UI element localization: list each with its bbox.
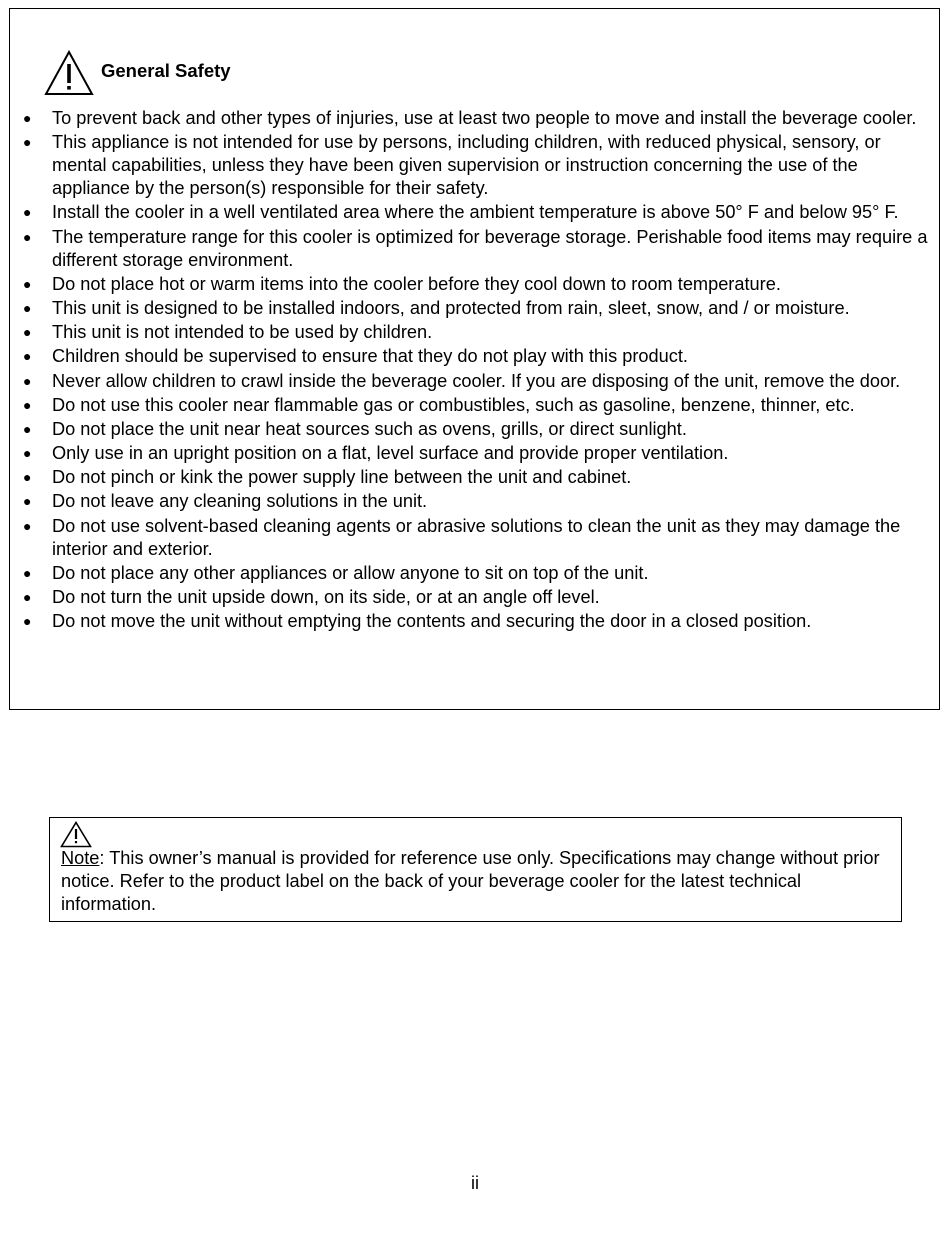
bullet-icon: ● [23, 469, 32, 486]
bullet-icon: ● [23, 275, 32, 292]
safety-item: ● Do not leave any cleaning solutions in the unit. [23, 491, 428, 512]
bullet-icon: ● [23, 348, 32, 365]
bullet-icon: ● [23, 493, 32, 510]
bullet-icon: ● [23, 396, 32, 413]
bullet-icon: ● [23, 517, 32, 534]
note-text [61, 847, 891, 916]
bullet-icon: ● [23, 204, 32, 221]
bullet-icon: ● [23, 445, 32, 462]
general-safety-box [9, 8, 940, 710]
bullet-icon: ● [23, 589, 32, 605]
safety-item: ● Do not place the unit near heat sources such as ovens, grills, or direct sunlight. [23, 418, 687, 439]
safety-item: ● Never allow children to crawl inside the beverage cooler. If you are disposing of the unit, remove the door. [23, 370, 901, 391]
bullet-icon: ● [23, 324, 32, 341]
bullet-icon: ● [23, 564, 32, 581]
bullet-icon: ● [23, 110, 32, 126]
safety-item: ● To prevent back and other types of injuries, use at least two people to move and install the beverage cooler. [23, 108, 917, 128]
bullet-icon: ● [23, 299, 32, 316]
bullet-icon: ● [23, 372, 32, 389]
safety-item: ● Only use in an upright position on a flat, level surface and provide proper ventilation. [23, 443, 729, 464]
note-label: Note [61, 848, 100, 868]
safety-item: ● Children should be supervised to ensure that they do not play with this product. [23, 346, 688, 367]
general-safety-header [44, 50, 231, 96]
safety-item: ● Do not use this cooler near flammable gas or combustibles, such as gasoline, benzene, thinner, etc. [23, 394, 855, 415]
safety-item: ● This appliance is not intended for use by persons, including children, with reduced physical, sensory, or mental capabilities, unless they have been given supervision or instruction concerning the use of the appliance by the person(s) responsible for their safety. [23, 132, 881, 199]
safety-item: ● Do not move the unit without emptying the contents and securing the door in a closed position. [23, 611, 812, 632]
safety-item: ● Do not place any other appliances or allow anyone to sit on top of the unit. [23, 562, 649, 583]
safety-item: ● This unit is not intended to be used by children. [23, 322, 433, 343]
bullet-icon: ● [23, 420, 32, 437]
safety-item: ● Do not place hot or warm items into the cooler before they cool down to room temperature. [23, 273, 781, 294]
safety-item: ● The temperature range for this cooler is optimized for beverage storage. Perishable food items may require a different storage environment. [23, 226, 928, 270]
warning-triangle-icon [44, 50, 94, 96]
safety-item: ● Do not use solvent-based cleaning agents or abrasive solutions to clean the unit as they may damage the interior and exterior. [23, 515, 901, 559]
safety-item: ● Do not pinch or kink the power supply line between the unit and cabinet. [23, 467, 632, 488]
safety-item: ● This unit is designed to be installed indoors, and protected from rain, sleet, snow, and / or moisture. [23, 297, 850, 318]
warning-triangle-icon [60, 821, 92, 848]
bullet-icon: ● [23, 613, 32, 630]
page-number: ii [471, 1173, 479, 1193]
safety-bullet-list [10, 107, 939, 634]
bullet-icon: ● [23, 134, 32, 151]
safety-item: ● Install the cooler in a well ventilated area where the ambient temperature is above 50° F and below 95° F. [23, 202, 899, 223]
general-safety-title: General Safety [101, 60, 231, 81]
note-box [49, 817, 902, 922]
note-body: : This owner’s manual is provided for reference use only. Specifications may change without prior notice. Refer to the product label on the back of your beverage cooler for the latest technical information. [61, 848, 880, 914]
bullet-icon: ● [23, 228, 32, 245]
safety-item: ● Do not turn the unit upside down, on its side, or at an angle off level. [23, 587, 600, 607]
